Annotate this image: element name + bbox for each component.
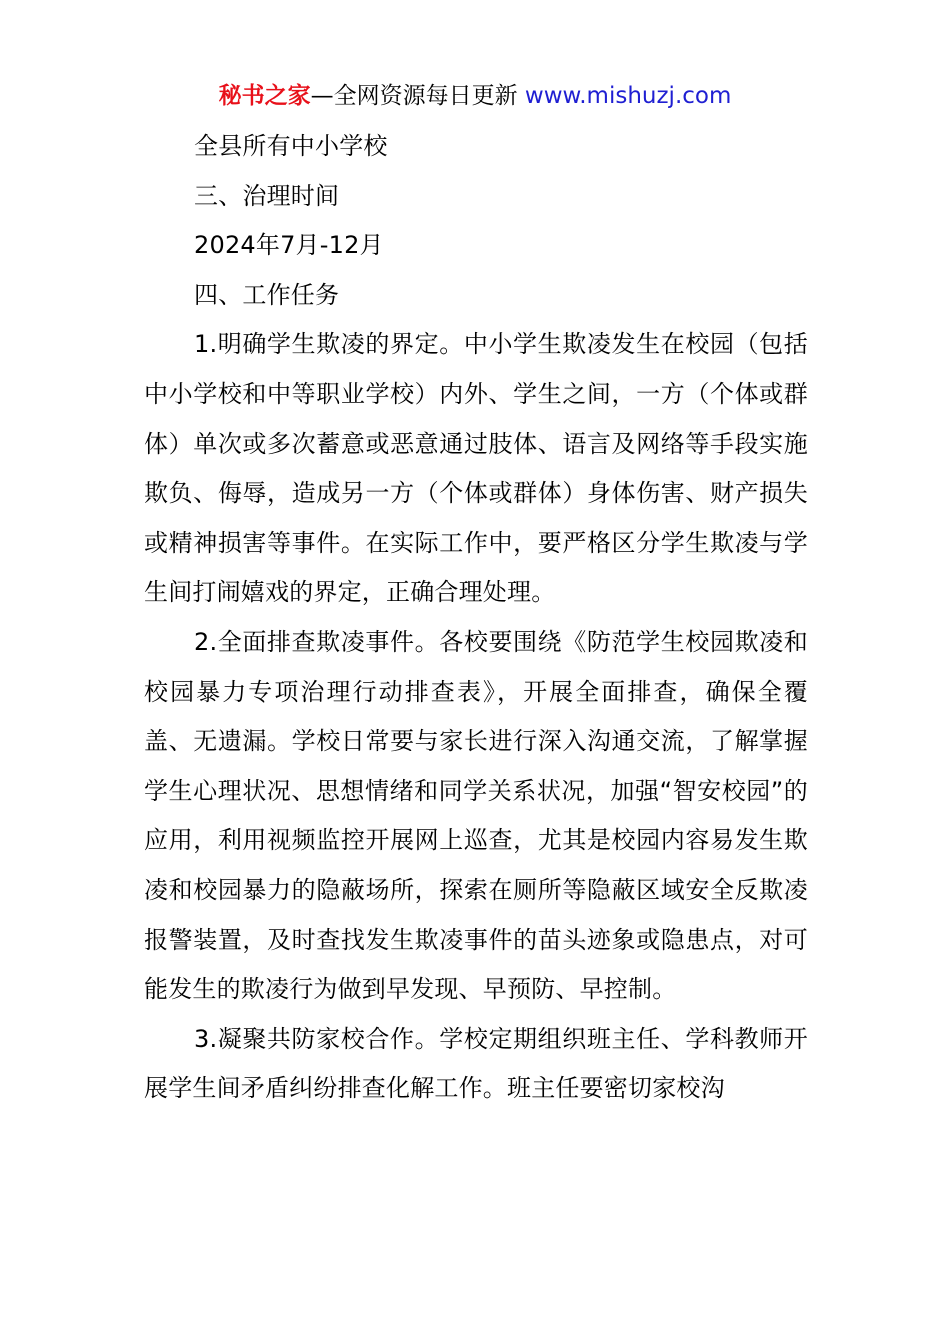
section-heading-tasks: 四、工作任务	[194, 280, 340, 309]
document-body	[144, 122, 808, 1114]
site-tagline: —全网资源每日更新	[310, 83, 525, 109]
site-url[interactable]: www.mishuzj.com	[524, 83, 732, 109]
time-range-text: 2024年7月-12月	[194, 231, 384, 260]
site-brand: 秘书之家	[218, 83, 311, 109]
section-heading-time: 三、治理时间	[194, 181, 340, 210]
task-paragraph-1: 1.明确学生欺凌的界定。中小学生欺凌发生在校园（包括中小学校和中等职业学校）内外、学生之间，一方（个体或群体）单次或多次蓄意或恶意通过肢体、语言及网络等手段实施欺负、侮辱，造成另一方（个体或群体）身体伤害、财产损失或精神损害等事件。在实际工作中，要严格区分学生欺凌与学生间打闹嬉戏的界定，正确合理处理。	[144, 330, 808, 607]
site-header	[0, 80, 950, 112]
task-paragraph-3: 3.凝聚共防家校合作。学校定期组织班主任、学科教师开展学生间矛盾纠纷排查化解工作。班主任要密切家校沟	[144, 1024, 808, 1103]
scope-text: 全县所有中小学校	[194, 132, 388, 160]
task-paragraph-2: 2.全面排查欺凌事件。各校要围绕《防范学生校园欺凌和校园暴力专项治理行动排查表》，开展全面排查，确保全覆盖、无遗漏。学校日常要与家长进行深入沟通交流，了解掌握学生心理状况、思想情绪和同学关系状况，加强“智安校园”的应用，利用视频监控开展网上巡查，尤其是校园内容易发生欺凌和校园暴力的隐蔽场所，探索在厕所等隐蔽区域安全反欺凌报警装置，及时查找发生欺凌事件的苗头迹象或隐患点，对可能发生的欺凌行为做到早发现、早预防、早控制。	[144, 627, 808, 1004]
